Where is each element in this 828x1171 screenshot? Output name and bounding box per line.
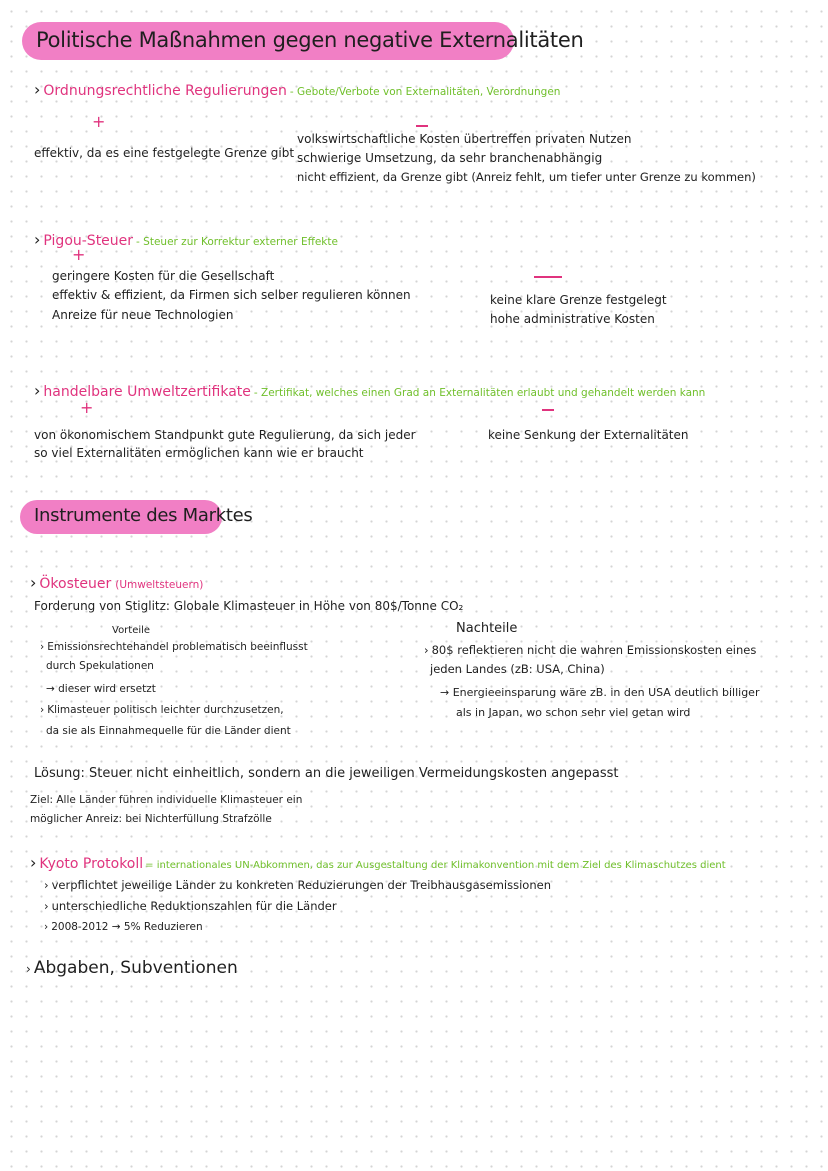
vorteil-item: da sie als Einnahmequelle für die Länder dient: [46, 725, 291, 737]
nachteil-item: › 80$ reflektieren nicht die wahren Emissionskosten eines: [424, 643, 757, 657]
oeko-loesung: Lösung: Steuer nicht einheitlich, sondern an die jeweiligen Vermeidungskosten angepasst: [34, 766, 619, 781]
handelbar-minus-icon: [542, 409, 554, 411]
pigou-pro-item: Anreize für neue Technologien: [52, 308, 234, 322]
vorteile-label: Vorteile: [112, 625, 151, 636]
kyoto-item: › verpflichtet jeweilige Länder zu konkreten Reduzierungen der Treibhausgasemissionen: [44, 878, 551, 892]
pigou-heading: Pigou-Steuer: [43, 233, 134, 249]
handelbar-contra-item: keine Senkung der Externalitäten: [488, 428, 689, 442]
handelbar-heading: handelbare Umweltzertifikate: [43, 384, 251, 400]
arrow-bullet-icon: ›: [34, 80, 41, 99]
pigou-contra-item: hohe administrative Kosten: [490, 312, 655, 326]
nachteil-item: → Energieeinsparung wäre zB. in den USA deutlich billiger: [440, 686, 760, 699]
ordnung-contra-item: schwierige Umsetzung, da sehr branchenabhängig: [297, 151, 603, 165]
handelbar-pro-item: so viel Externalitäten ermöglichen kann wie er braucht: [34, 446, 364, 460]
oeko-heading-note: (Umweltsteuern): [115, 579, 204, 591]
instrumente-title: Instrumente des Marktes: [34, 505, 253, 526]
kyoto-heading: Kyoto Protokoll: [39, 856, 144, 872]
nachteil-item: als in Japan, wo schon sehr viel getan wird: [456, 706, 691, 719]
handelbar-subtitle: - Zertifikat, welches einen Grad an Externalitäten erlaubt und gehandelt werden kann: [253, 387, 706, 399]
arrow-bullet-icon: ›: [26, 962, 31, 976]
pigou-subtitle: - Steuer zur Korrektur externer Effekte: [136, 236, 338, 248]
pigou-contra-item: keine klare Grenze festgelegt: [490, 293, 667, 307]
ordnung-contra-item: nicht effizient, da Grenze gibt (Anreiz fehlt, um tiefer unter Grenze zu kommen): [297, 170, 756, 184]
kyoto-item: › unterschiedliche Reduktionszahlen für die Länder: [44, 899, 337, 913]
oeko-heading-row: [30, 573, 203, 592]
oeko-forderung: Forderung von Stiglitz: Globale Klimasteuer in Höhe von 80$/Tonne CO₂: [34, 599, 464, 613]
pigou-minus-icon: [534, 276, 562, 278]
oeko-heading: Ökosteuer: [39, 576, 112, 592]
ordnung-contra-item: volkswirtschaftliche Kosten übertreffen privaten Nutzen: [297, 132, 632, 146]
handelbar-plus-icon: +: [80, 398, 94, 417]
vorteil-item: → dieser wird ersetzt: [46, 683, 156, 695]
ordnung-pro-item: effektiv, da es eine festgelegte Grenze gibt: [34, 146, 295, 160]
pigou-pro-item: geringere Kosten für die Gesellschaft: [52, 269, 275, 283]
handelbar-heading-row: [34, 381, 705, 400]
ordnung-minus-icon: [416, 125, 428, 127]
kyoto-item: › 2008-2012 → 5% Reduzieren: [44, 921, 203, 933]
ordnung-heading-row: [34, 80, 560, 99]
kyoto-subtitle: = internationales UN-Abkommen, das zur Ausgestaltung der Klimakonvention mit dem Ziel des Klimaschutzes dient: [145, 860, 726, 871]
abgaben-row: [26, 958, 238, 978]
vorteil-item: › Klimasteuer politisch leichter durchzusetzen,: [40, 704, 284, 716]
kyoto-heading-row: [30, 853, 726, 872]
ordnung-subtitle: - Gebote/Verbote von Externalitäten, Verordnungen: [289, 86, 561, 98]
arrow-bullet-icon: ›: [30, 573, 37, 592]
abgaben-text: Abgaben, Subventionen: [33, 958, 238, 978]
arrow-bullet-icon: ›: [30, 853, 37, 872]
oeko-ziel: Ziel: Alle Länder führen individuelle Klimasteuer ein: [30, 794, 303, 806]
vorteil-item: › Emissionsrechtehandel problematisch beeinflusst: [40, 641, 308, 653]
ordnung-heading: Ordnungsrechtliche Regulierungen: [43, 83, 287, 99]
handelbar-pro-item: von ökonomischem Standpunkt gute Regulierung, da sich jeder: [34, 428, 416, 442]
ordnung-plus-icon: +: [92, 112, 106, 131]
arrow-bullet-icon: ›: [34, 230, 41, 249]
page-title: Politische Maßnahmen gegen negative Externalitäten: [36, 28, 584, 52]
pigou-pro-item: effektiv & effizient, da Firmen sich selber regulieren können: [52, 288, 411, 302]
nachteile-label: Nachteile: [456, 621, 518, 636]
nachteil-item: jeden Landes (zB: USA, China): [430, 662, 605, 676]
pigou-plus-icon: +: [72, 245, 86, 264]
arrow-bullet-icon: ›: [34, 381, 41, 400]
oeko-anreiz: möglicher Anreiz: bei Nichterfüllung Strafzölle: [30, 813, 272, 825]
vorteil-item: durch Spekulationen: [46, 660, 154, 672]
